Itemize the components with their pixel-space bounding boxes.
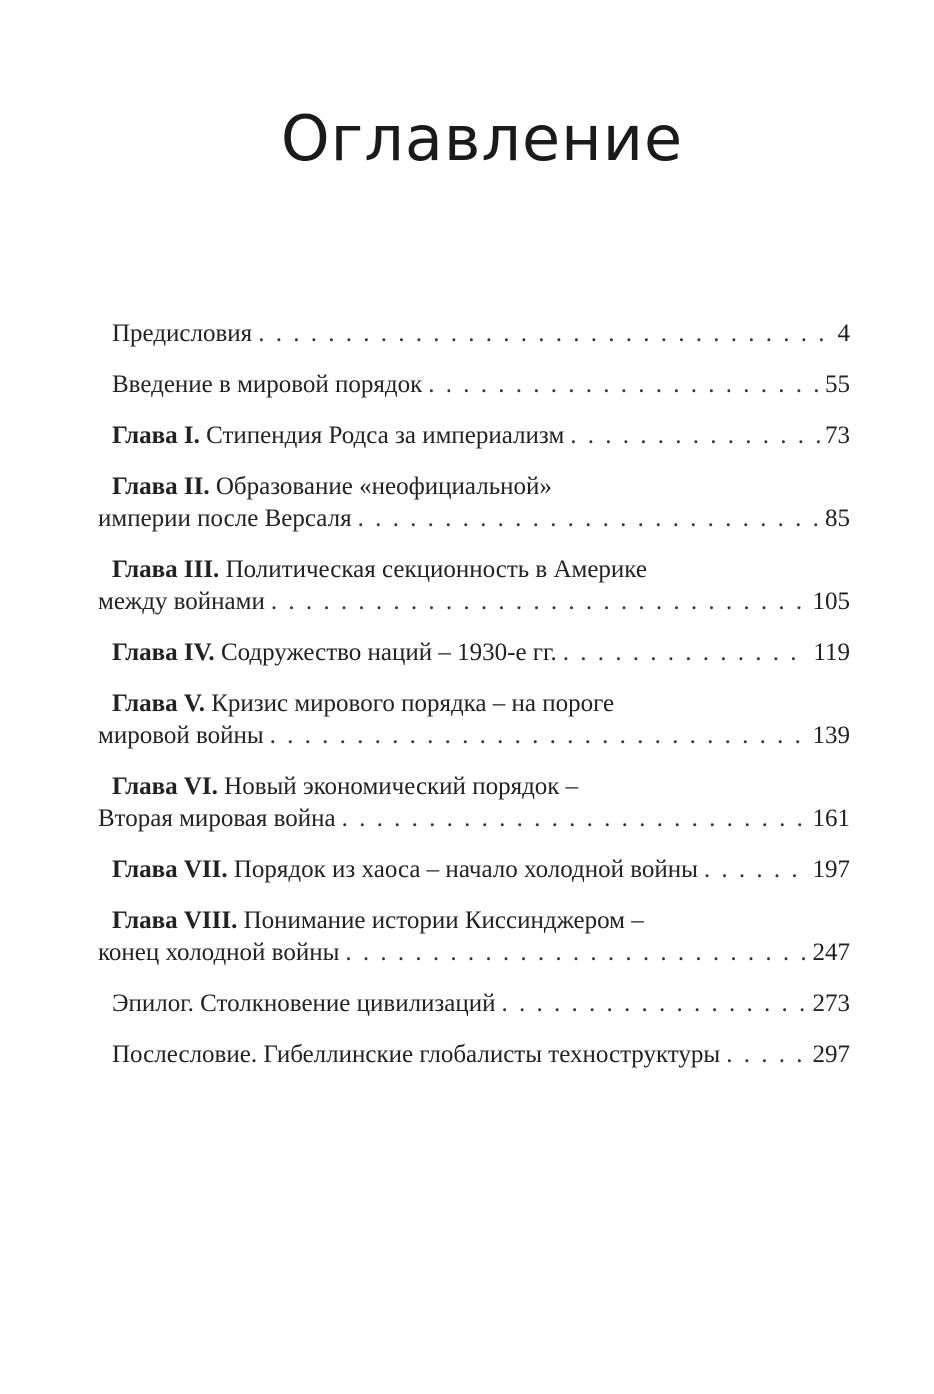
toc-entry-text: Эпилог. Столкновение цивилизаций xyxy=(112,990,496,1017)
toc-page-number: 119 xyxy=(813,639,850,666)
toc-chapter-label: Глава V. xyxy=(112,690,205,717)
toc-entry-chapter-2 xyxy=(98,471,850,535)
toc-page-number: 4 xyxy=(837,320,850,347)
toc-entry-text: Новый экономический порядок – xyxy=(224,773,579,800)
table-of-contents xyxy=(98,318,850,1071)
toc-entry-chapter-4 xyxy=(98,637,850,669)
toc-leader-dots xyxy=(704,854,809,886)
toc-chapter-label: Глава III. xyxy=(112,556,220,583)
toc-leader-dots xyxy=(345,937,808,969)
toc-page-number: 105 xyxy=(812,588,850,615)
toc-leader-dots xyxy=(270,720,809,752)
toc-entry-text-continued: Вторая мировая война xyxy=(98,805,336,832)
toc-entry-text: Послесловие. Гибеллинские глобалисты техноструктуры xyxy=(112,1041,721,1068)
toc-entry-text-continued: между войнами xyxy=(98,588,265,615)
toc-leader-dots xyxy=(726,1039,808,1071)
toc-entry-preface xyxy=(98,318,850,350)
toc-entry-afterword xyxy=(98,1039,850,1071)
toc-chapter-label: Глава VI. xyxy=(112,773,218,800)
toc-page-number: 73 xyxy=(825,422,850,449)
toc-page-number: 139 xyxy=(812,722,850,749)
page-title: Оглавление xyxy=(280,102,684,175)
toc-chapter-label: Глава VIII. xyxy=(112,907,238,934)
toc-entry-chapter-6 xyxy=(98,771,850,835)
toc-chapter-label: Глава II. xyxy=(112,473,210,500)
toc-page-number: 273 xyxy=(812,990,850,1017)
toc-entry-epilogue xyxy=(98,988,850,1020)
toc-entry-text: Порядок из хаоса – начало холодной войны xyxy=(233,856,698,883)
toc-entry-text-continued: конец холодной войны xyxy=(98,939,340,966)
toc-entry-text-continued: империи после Версаля xyxy=(98,505,352,532)
toc-entry-chapter-3 xyxy=(98,554,850,618)
toc-page-number: 297 xyxy=(812,1041,850,1068)
toc-page-number: 197 xyxy=(812,856,850,883)
toc-page-number: 55 xyxy=(825,371,850,398)
toc-entry-text: Содружество наций – 1930-е гг. xyxy=(220,639,557,666)
toc-entry-text: Предисловия xyxy=(112,320,253,347)
toc-leader-dots xyxy=(563,637,810,669)
toc-chapter-label: Глава VII. xyxy=(112,856,228,883)
toc-leader-dots xyxy=(502,988,809,1020)
toc-chapter-label: Глава IV. xyxy=(112,639,215,666)
toc-leader-dots xyxy=(428,369,821,401)
toc-page-number: 247 xyxy=(812,939,850,966)
toc-entry-text: Образование «неофициальной» xyxy=(215,473,552,500)
toc-entry-chapter-5 xyxy=(98,688,850,752)
toc-entry-text-continued: мировой войны xyxy=(98,722,264,749)
toc-entry-text: Понимание истории Киссинджером – xyxy=(243,907,644,934)
toc-entry-chapter-1 xyxy=(98,420,850,452)
toc-chapter-label: Глава I. xyxy=(112,422,200,449)
toc-leader-dots xyxy=(258,318,833,350)
toc-leader-dots xyxy=(358,503,821,535)
toc-entry-text: Кризис мирового порядка – на пороге xyxy=(211,690,615,717)
toc-entry-text: Введение в мировой порядок xyxy=(112,371,423,398)
toc-entry-introduction xyxy=(98,369,850,401)
toc-entry-chapter-8 xyxy=(98,905,850,969)
toc-entry-text: Стипендия Родса за империализм xyxy=(206,422,565,449)
toc-leader-dots xyxy=(570,420,821,452)
toc-entry-chapter-7 xyxy=(98,854,850,886)
toc-entry-text: Политическая секционность в Америке xyxy=(225,556,647,583)
toc-page-number: 85 xyxy=(825,505,850,532)
toc-page-number: 161 xyxy=(812,805,850,832)
toc-leader-dots xyxy=(271,586,809,618)
toc-leader-dots xyxy=(342,803,809,835)
